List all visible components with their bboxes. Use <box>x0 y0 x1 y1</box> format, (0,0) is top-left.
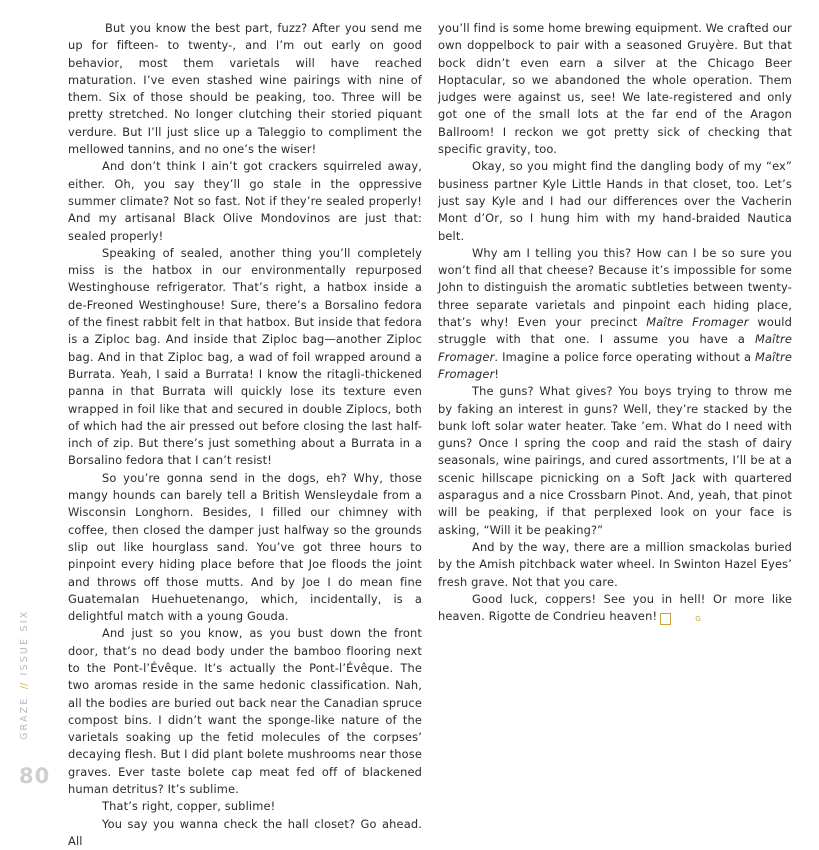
paragraph <box>438 591 792 626</box>
paragraph: And don’t think I ain’t got crackers squirreled away, either. Oh, you say they’ll go stale in the oppressive summer climate? Not so fast. Not if they’re sealed properly! And my artisanal Black Olive Mondovinos are just that: sealed properly! <box>68 159 422 243</box>
magazine-issue-label <box>19 610 30 740</box>
end-of-article-icon: G <box>660 613 671 625</box>
paragraph: Okay, so you might find the dangling body of my “ex” business partner Kyle Little Hands in that closet, too. Let’s just say Kyle and I had our differences over the Vacherin Mont d’Or, so I hung him with my hand-braided Nautica belt. <box>438 159 792 243</box>
label-separator: // <box>19 682 30 690</box>
emphasis-text: Maître Fromager <box>438 332 792 364</box>
issue-name: ISSUE SIX <box>19 609 30 676</box>
article-column-right <box>438 20 792 625</box>
paragraph <box>438 245 792 383</box>
text-run: would struggle with that one. I assume you have a <box>438 315 793 347</box>
paragraph: The guns? What gives? You boys trying to throw me by faking an interest in guns? Well, they’re stacked by the bunk loft solar water heater. Take ’em. What do I need with guns? Once I spring the coop and raid the stash of dairy seasonals, wine pairings, and cured assortments, I’ll be at a scenic hillscape picnicking on a Soft Jack with quartered asparagus and a nice Crossbarn Pinot. And, yeah, that pinot will be peaking, if that perplexed look on your face is asking, “Will it be peaking?” <box>438 384 792 537</box>
article-column-left <box>68 20 422 850</box>
emphasis-text: Maître Fromager <box>646 315 749 330</box>
page-number: 80 <box>19 764 51 788</box>
text-run: Why am I telling you this? How can I be so sure you won’t find all that cheese? Because it’s impossible for some John to distinguish the aromatic subtleties between twenty-three separate varietals and pinpoint each hiding place, that’s why! Even your precinct <box>438 245 792 330</box>
paragraph: That’s right, copper, sublime! <box>102 799 276 814</box>
paragraph: And by the way, there are a million smackolas buried by the Amish pitchback water wheel. In Swinton Hazel Eyes’ fresh grave. Not that you care. <box>438 539 792 589</box>
paragraph: Speaking of sealed, another thing you’ll completely miss is the hatbox in our environmentally repurposed Westinghouse refrigerator. That’s right, a hatbox inside a de-Freoned Westinghouse! Sure, there’s a Borsalino fedora of the finest rabbit felt in that hatbox. But inside that fedora is a Ziploc bag. And inside that Ziploc bag—another Ziploc bag. And in that Ziploc bag, a wad of foil wrapped around a Burrata. Yeah, I said a Burrata! I know the ritagli-thickened panna in that Burrata will quickly lose its texture even wrapped in foil like that and secured in double Ziplocs, both of which had the air pressed out before closing the last half-inch of zip. But there’s just something about a Burrata in a Borsalino fedora that I can’t resist! <box>68 245 422 468</box>
magazine-name: GRAZE <box>19 696 30 740</box>
paragraph: So you’re gonna send in the dogs, eh? Why, those mangy hounds can barely tell a British Wensleydale from a Wisconsin Longhorn. Besides, I filled our chimney with coffee, then closed the damper just halfway so the grounds slip out like hourglass sand. You’ve got three hours to pinpoint every hiding place before that Joe floods the joint and throws off those mutts. And by Joe I do mean fine Guatemalan Huehuetenango, which, incidentally, is a delightful match with a young Gouda. <box>68 470 422 624</box>
paragraph: you’ll find is some home brewing equipment. We crafted our own doppelbock to pair with a seasoned Gruyère. But that bock didn’t even earn a silver at the Chicago Beer Hoptacular, so we abandoned the whole operation. Them judges were against us, see! We late-registered and only got one of the small lots at the far end of the Aragon Ballroom! I reckon we got pretty sick of checking that specific gravity, too. <box>438 21 792 157</box>
paragraph: But you know the best part, fuzz? After you send me up for fifteen- to twenty-, and I’m out early on good behavior, most them varietals will have reached maturation. I’ve even stashed wine pairings with nine of them. Six of those should be peaking, too. Three will be pretty stretched. No longer clutching their storied piquant verdure. But I’ll just slice up a Taleggio to compliment the mellowed tannins, and no one’s the wiser! <box>68 21 422 157</box>
paragraph: You say you wanna check the hall closet? Go ahead. All <box>68 816 422 848</box>
emphasis-text: Maître Fromager <box>438 349 792 381</box>
text-run: Good luck, coppers! See you in hell! Or more like heaven. Rigotte de Condrieu heaven! <box>438 591 792 624</box>
paragraph: And just so you know, as you bust down the front door, that’s no dead body under the bamboo flooring next to the Pont-l’Évêque. It’s actually the Pont-l’Évêque. The two aromas reside in the same hedonic classification. Nah, all the bodies are buried out back near the Canadian spruce compost bins. I didn’t want the sponge-like nature of the varietals soaking up the fetid molecules of the corpses’ decaying flesh. But I did plant bolete mushrooms near those graves. Ever taste bolete cap meat fed off of blackened human detritus? It’s sublime. <box>68 626 422 797</box>
text-run: . Imagine a police force operating without a <box>494 349 755 364</box>
text-run: ! <box>494 366 500 381</box>
